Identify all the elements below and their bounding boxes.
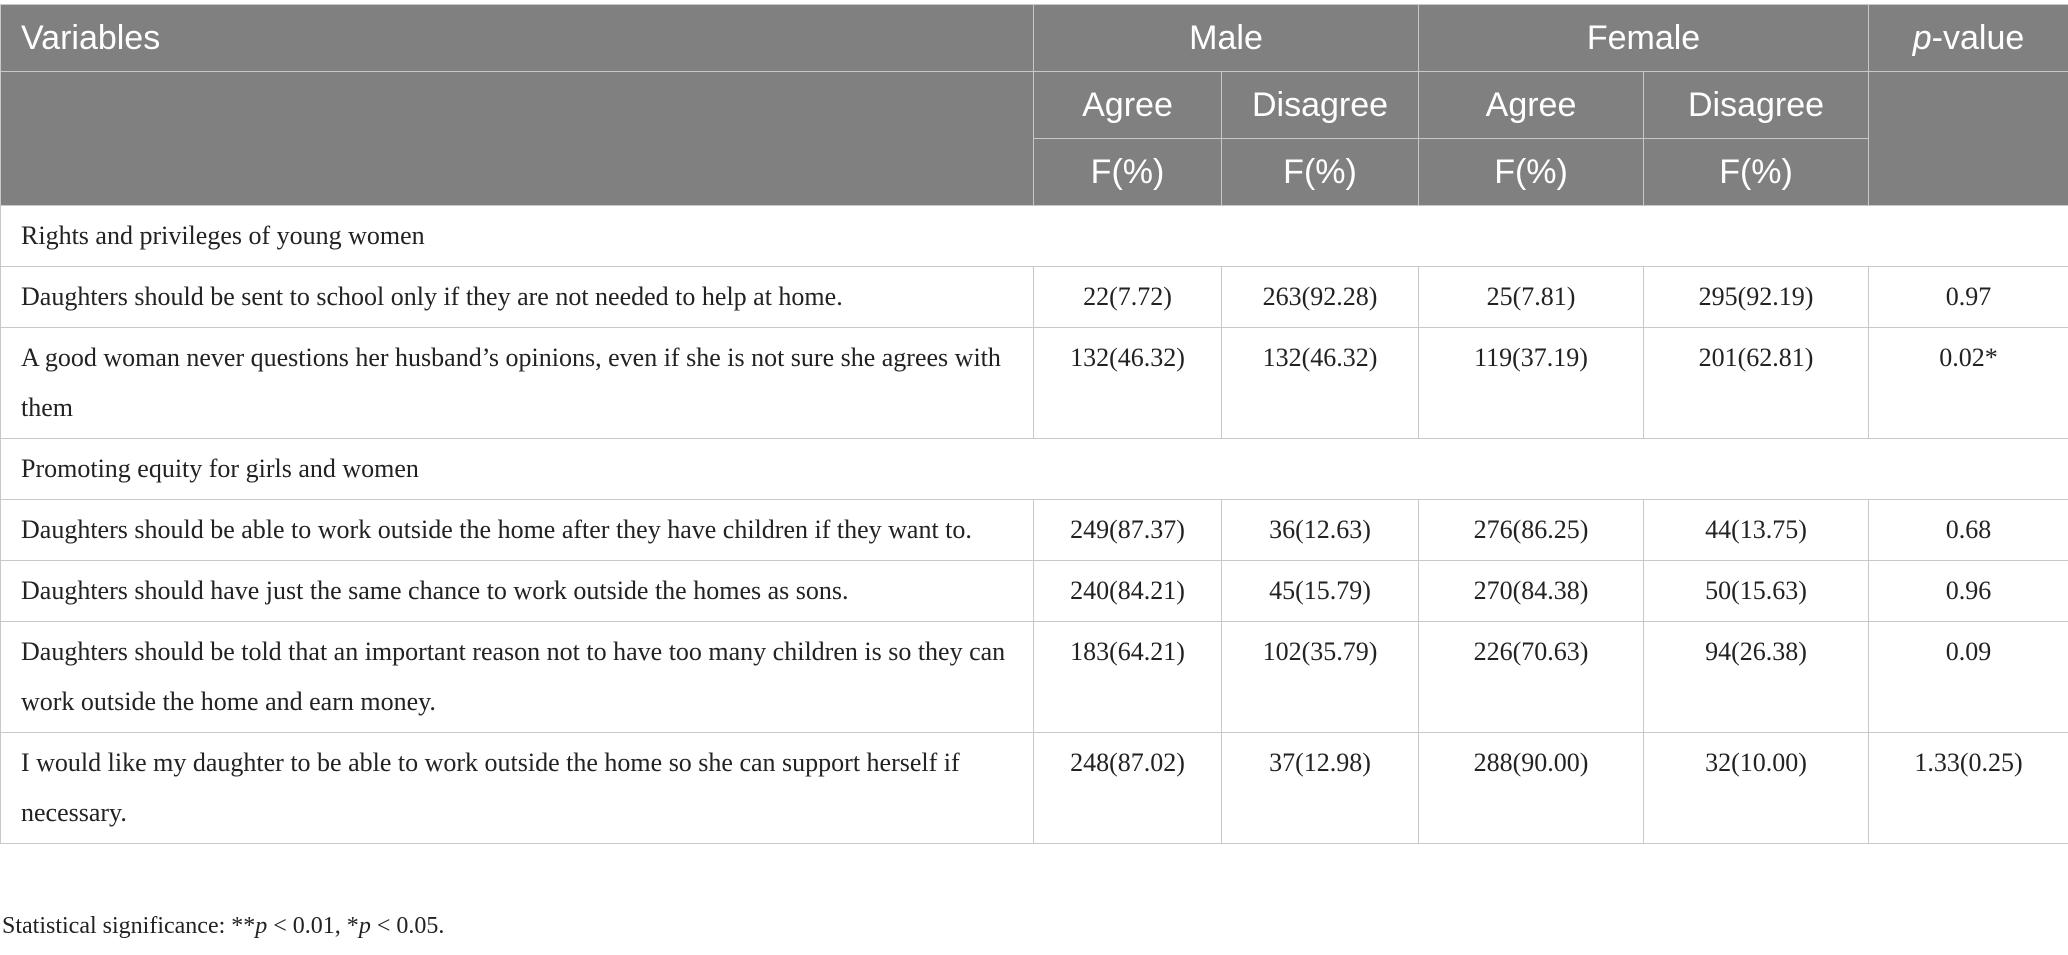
header-p-rest: -value <box>1931 18 2025 57</box>
female-disagree-cell: 201(62.81) <box>1644 328 1869 439</box>
variable-cell: I would like my daughter to be able to work outside the home so she can support herself if necessary. <box>1 733 1034 844</box>
p-value-cell: 0.02* <box>1869 328 2068 439</box>
male-agree-cell: 22(7.72) <box>1034 267 1222 328</box>
header-male-agree: Agree <box>1034 72 1222 139</box>
male-disagree-cell: 37(12.98) <box>1222 733 1419 844</box>
header-variables: Variables <box>1 5 1034 72</box>
table-row <box>1 561 2068 622</box>
header-female-agree: Agree <box>1419 72 1644 139</box>
section-row <box>1 439 2068 500</box>
female-agree-cell: 276(86.25) <box>1419 500 1644 561</box>
header-variables-empty <box>1 72 1034 206</box>
table-row <box>1 267 2068 328</box>
header-male-disagree-freq: F(%) <box>1222 139 1419 206</box>
variable-cell: A good woman never questions her husband’s opinions, even if she is not sure she agrees with them <box>1 328 1034 439</box>
female-disagree-cell: 50(15.63) <box>1644 561 1869 622</box>
header-female-disagree-freq: F(%) <box>1644 139 1869 206</box>
female-agree-cell: 288(90.00) <box>1419 733 1644 844</box>
variable-cell: Daughters should be told that an important reason not to have too many children is so they can work outside the home and earn money. <box>1 622 1034 733</box>
data-table <box>0 4 2068 844</box>
female-agree-cell: 270(84.38) <box>1419 561 1644 622</box>
male-agree-cell: 183(64.21) <box>1034 622 1222 733</box>
header-female: Female <box>1419 5 1869 72</box>
footnote-p2: p <box>358 913 371 939</box>
header-p-italic: p <box>1912 18 1932 57</box>
table-row <box>1 622 2068 733</box>
male-disagree-cell: 132(46.32) <box>1222 328 1419 439</box>
table-header <box>1 5 2068 206</box>
male-agree-cell: 249(87.37) <box>1034 500 1222 561</box>
p-value-cell: 1.33(0.25) <box>1869 733 2068 844</box>
female-agree-cell: 226(70.63) <box>1419 622 1644 733</box>
header-p-empty <box>1869 72 2068 206</box>
footnote <box>2 913 444 940</box>
header-female-disagree: Disagree <box>1644 72 1869 139</box>
header-male: Male <box>1034 5 1419 72</box>
p-value-cell: 0.09 <box>1869 622 2068 733</box>
footnote-suffix: < 0.05. <box>370 913 445 939</box>
male-disagree-cell: 263(92.28) <box>1222 267 1419 328</box>
p-value-cell: 0.68 <box>1869 500 2068 561</box>
male-disagree-cell: 102(35.79) <box>1222 622 1419 733</box>
footnote-prefix: Statistical significance: ** <box>2 913 256 939</box>
section-title: Promoting equity for girls and women <box>1 439 2068 500</box>
p-value-cell: 0.96 <box>1869 561 2068 622</box>
table-row <box>1 500 2068 561</box>
header-male-agree-freq: F(%) <box>1034 139 1222 206</box>
footnote-mid: < 0.01, * <box>267 913 359 939</box>
section-row <box>1 206 2068 267</box>
female-disagree-cell: 94(26.38) <box>1644 622 1869 733</box>
p-value-cell: 0.97 <box>1869 267 2068 328</box>
male-disagree-cell: 36(12.63) <box>1222 500 1419 561</box>
table-row <box>1 733 2068 844</box>
variable-cell: Daughters should have just the same chance to work outside the homes as sons. <box>1 561 1034 622</box>
male-agree-cell: 132(46.32) <box>1034 328 1222 439</box>
male-agree-cell: 240(84.21) <box>1034 561 1222 622</box>
female-disagree-cell: 295(92.19) <box>1644 267 1869 328</box>
female-agree-cell: 25(7.81) <box>1419 267 1644 328</box>
female-disagree-cell: 32(10.00) <box>1644 733 1869 844</box>
male-agree-cell: 248(87.02) <box>1034 733 1222 844</box>
variable-cell: Daughters should be sent to school only if they are not needed to help at home. <box>1 267 1034 328</box>
table-body <box>1 206 2068 844</box>
female-disagree-cell: 44(13.75) <box>1644 500 1869 561</box>
female-agree-cell: 119(37.19) <box>1419 328 1644 439</box>
header-female-agree-freq: F(%) <box>1419 139 1644 206</box>
section-title: Rights and privileges of young women <box>1 206 2068 267</box>
male-disagree-cell: 45(15.79) <box>1222 561 1419 622</box>
footnote-p1: p <box>255 913 268 939</box>
table-row <box>1 328 2068 439</box>
header-male-disagree: Disagree <box>1222 72 1419 139</box>
variable-cell: Daughters should be able to work outside the home after they have children if they want to. <box>1 500 1034 561</box>
header-p-value <box>1869 5 2068 72</box>
